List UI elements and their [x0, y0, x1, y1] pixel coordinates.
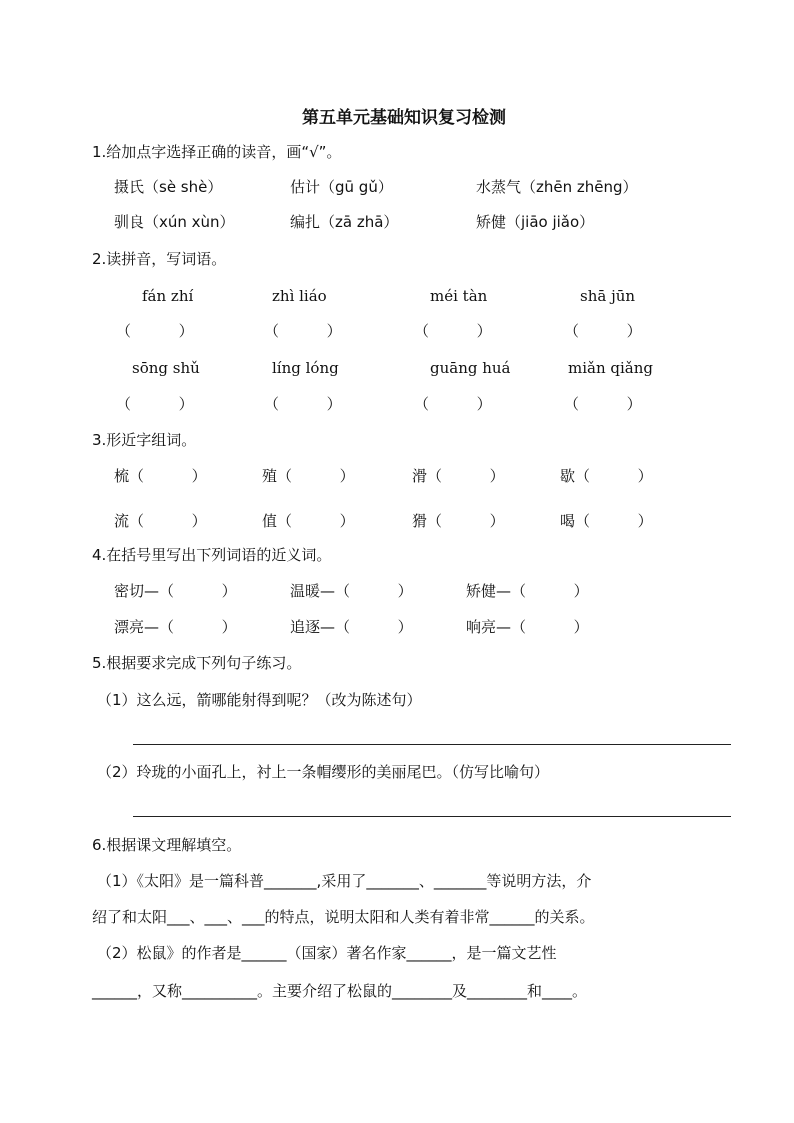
q2-answer-blank[interactable]: （ ）	[116, 322, 194, 340]
q2-pinyin: miǎn qiǎng	[568, 359, 653, 377]
q2-heading: 2.读拼音，写词语。	[92, 250, 227, 268]
q3-item[interactable]: 流（ ）	[114, 512, 207, 530]
q2-pinyin: sōng shǔ	[132, 359, 200, 377]
q2-pinyin: méi tàn	[430, 287, 488, 305]
q1-item: 估计（gū gǔ）	[290, 178, 393, 196]
q2-pinyin: líng lóng	[272, 359, 339, 377]
page-title: 第五单元基础知识复习检测	[302, 108, 506, 128]
q5-sentence-2: （2）玲珑的小面孔上，衬上一条帽缨形的美丽尾巴。（仿写比喻句）	[97, 763, 550, 781]
q4-item[interactable]: 矫健—（ ）	[466, 582, 589, 600]
q1-item: 编扎（zā zhā）	[290, 213, 399, 231]
q4-item[interactable]: 温暖—（ ）	[290, 582, 413, 600]
q3-item[interactable]: 梳（ ）	[114, 467, 207, 485]
q6-line-4: ______，又称__________。主要介绍了松鼠的________及________和____。	[92, 982, 588, 1000]
q3-item[interactable]: 歇（ ）	[560, 467, 653, 485]
q3-item[interactable]: 滑（ ）	[412, 467, 505, 485]
q6-line-1: （1）《太阳》是一篇科普_______,采用了_______、_______等说明方法，介	[97, 872, 592, 890]
q1-item: 矫健（jiāo jiǎo）	[476, 213, 595, 231]
q3-heading: 3.形近字组词。	[92, 431, 197, 449]
q2-answer-blank[interactable]: （ ）	[414, 322, 492, 340]
q2-pinyin: fán zhí	[142, 287, 194, 305]
q1-item: 水蒸气（zhēn zhēng）	[476, 178, 638, 196]
q6-heading: 6.根据课文理解填空。	[92, 836, 242, 854]
q4-item[interactable]: 响亮—（ ）	[466, 618, 589, 636]
q2-pinyin: guāng huá	[430, 359, 511, 377]
q2-answer-blank[interactable]: （ ）	[264, 322, 342, 340]
q2-answer-blank[interactable]: （ ）	[116, 395, 194, 413]
q1-item: 驯良（xún xùn）	[114, 213, 235, 231]
q6-line-3: （2）松鼠》的作者是______（国家）著名作家______，是一篇文艺性	[97, 944, 557, 962]
q4-item[interactable]: 漂亮—（ ）	[114, 618, 237, 636]
q2-answer-blank[interactable]: （ ）	[264, 395, 342, 413]
q1-item: 摄氏（sè shè）	[114, 178, 223, 196]
q3-item[interactable]: 值（ ）	[262, 512, 355, 530]
q2-pinyin: shā jūn	[580, 287, 636, 305]
q2-answer-blank[interactable]: （ ）	[564, 322, 642, 340]
q4-item[interactable]: 密切—（ ）	[114, 582, 237, 600]
q6-line-2: 绍了和太阳___、___、___的特点，说明太阳和人类有着非常______的关系。	[92, 908, 595, 926]
q2-answer-blank[interactable]: （ ）	[414, 395, 492, 413]
q2-pinyin: zhì liáo	[272, 287, 327, 305]
q4-item[interactable]: 追逐—（ ）	[290, 618, 413, 636]
q5-answer-line-1[interactable]	[133, 744, 731, 745]
q3-item[interactable]: 猾（ ）	[412, 512, 505, 530]
q3-item[interactable]: 喝（ ）	[560, 512, 653, 530]
q4-heading: 4.在括号里写出下列词语的近义词。	[92, 546, 332, 564]
q3-item[interactable]: 殖（ ）	[262, 467, 355, 485]
q2-answer-blank[interactable]: （ ）	[564, 395, 642, 413]
q5-answer-line-2[interactable]	[133, 816, 731, 817]
q5-heading: 5.根据要求完成下列句子练习。	[92, 654, 302, 672]
q5-sentence-1: （1）这么远，箭哪能射得到呢？（改为陈述句）	[97, 691, 422, 709]
q1-heading: 1.给加点字选择正确的读音，画“√”。	[92, 143, 342, 161]
